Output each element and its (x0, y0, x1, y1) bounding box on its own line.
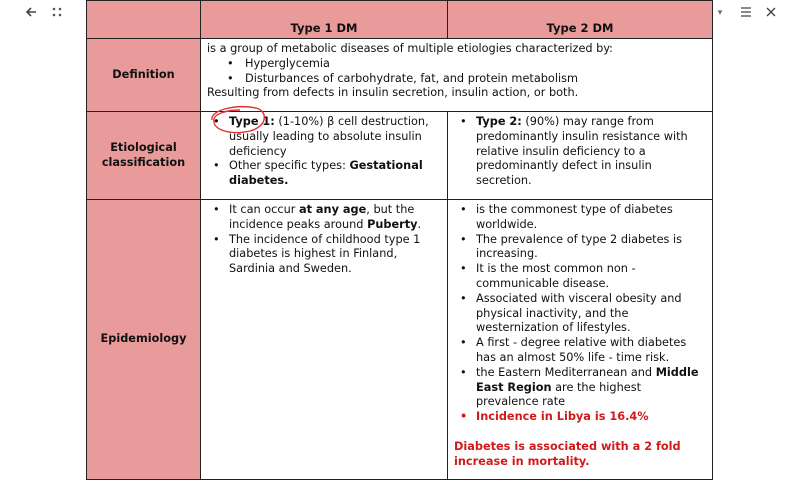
libya-incidence-item: • Incidence in Libya is 16.4% (454, 410, 706, 425)
list-item (207, 159, 441, 189)
other-types-text: Other specific types: (229, 159, 350, 173)
epidemiology-type2-cell (448, 200, 713, 480)
list-item (207, 203, 441, 233)
etiology-type2-bold: Type 2: (476, 115, 522, 128)
close-icon[interactable] (762, 3, 780, 21)
table-row-definition (87, 39, 713, 112)
header-type2: Type 2 DM (448, 1, 713, 39)
epi2-text-a: the Eastern Mediterranean and (476, 365, 656, 379)
epidemiology-type1-cell (201, 200, 448, 480)
list-item: • A first - degree relative with diabetes has an almost 50% life - time risk. (454, 336, 706, 366)
document-page (86, 0, 712, 480)
table-header-row (87, 1, 713, 39)
etiology-type1-cell (201, 112, 448, 200)
header-blank-cell (87, 1, 201, 39)
epi2-text-b: are the highest prevalence rate (476, 380, 642, 409)
row-label-definition: Definition (87, 39, 201, 112)
etiology-type1-text: (1-10%) β cell destruction, usually leading to absolute insulin deficiency (229, 115, 429, 158)
definition-cell (201, 39, 713, 112)
epi1-bold-b: Puberty (367, 217, 418, 231)
list-item: • Disturbances of carbohydrate, fat, and protein metabolism (207, 72, 706, 87)
diabetes-comparison-table (86, 0, 713, 480)
etiology-type2-cell (448, 112, 713, 200)
list-item (207, 115, 441, 159)
definition-intro: is a group of metabolic diseases of multiple etiologies characterized by: (207, 42, 613, 55)
definition-bullets (207, 57, 706, 87)
gestational-bold: Gestational diabetes. (229, 159, 423, 188)
definition-outro: Resulting from defects in insulin secretion, insulin action, or both. (207, 86, 579, 100)
list-item: • The prevalence of type 2 diabetes is increasing. (454, 233, 706, 263)
etiology-type2-text: (90%) may range from predominantly insulin resistance with relative insulin deficiency to a predominantly defect in insulin secretion. (476, 115, 688, 188)
epi1-text-b: , but the incidence peaks around (229, 203, 415, 231)
dropdown-chevron-icon[interactable]: ▾ (717, 6, 723, 17)
list-item (454, 366, 706, 410)
epi1-text-a: It can occur (229, 203, 299, 216)
etiology-type1-bold: Type 1: (229, 115, 275, 128)
epi1-bold-a: at any age (298, 203, 367, 216)
table-row-etiology (87, 112, 713, 200)
row-label-etiology: Etiological classification (87, 112, 201, 200)
epi2-bold: Middle East Region (476, 365, 699, 394)
list-item: • is the commonest type of diabetes worldwide. (454, 203, 706, 233)
list-item: • Associated with visceral obesity and physical inactivity, and the westernization of lifestyles. (454, 292, 706, 336)
list-item: • Hyperglycemia (207, 57, 706, 72)
list-item: • The incidence of childhood type 1 diabetes is highest in Finland, Sardinia and Sweden. (207, 233, 441, 277)
mortality-note: Diabetes is associated with a 2 fold increase in mortality. (454, 439, 681, 468)
menu-icon[interactable] (737, 3, 755, 21)
table-row-epidemiology (87, 200, 713, 480)
list-item: • It is the most common non - communicable disease. (454, 262, 706, 292)
row-label-epidemiology: Epidemiology (87, 200, 201, 480)
list-item (454, 115, 706, 189)
back-arrow-icon[interactable] (22, 3, 40, 21)
epi1-text-c: . (417, 217, 422, 231)
grid-icon[interactable] (48, 3, 66, 21)
header-type1: Type 1 DM (201, 1, 448, 39)
